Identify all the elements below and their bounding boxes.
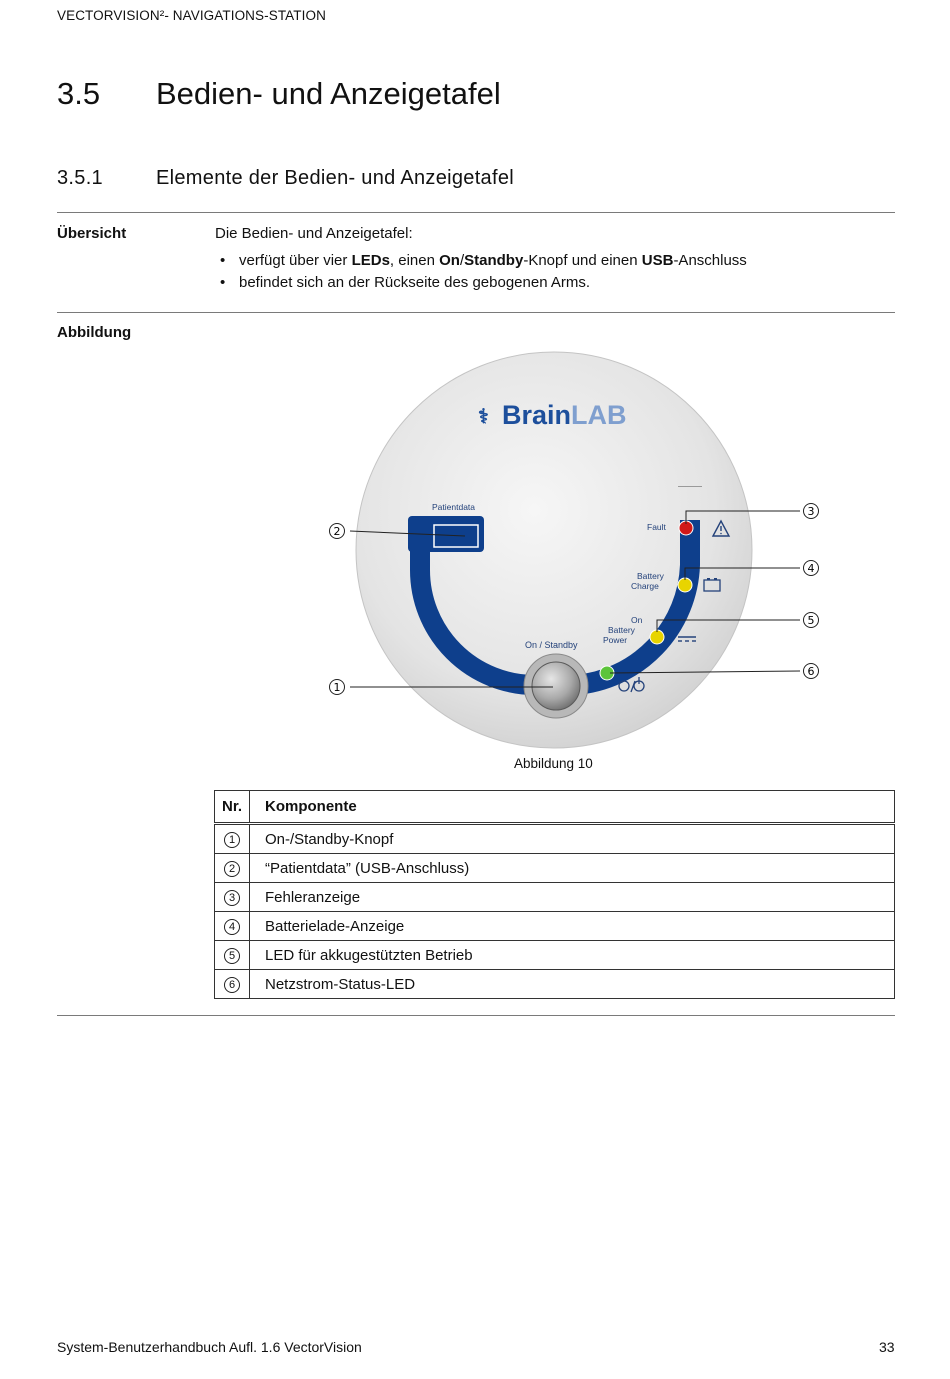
figure-label: Abbildung [57, 324, 132, 341]
callout-5: 5 [807, 614, 815, 627]
table-cell-component: Batterielade-Anzeige [250, 912, 895, 941]
battery-charge-led [678, 578, 692, 592]
callout-1: 1 [333, 681, 341, 694]
battery-charge-text-line2: Charge [631, 581, 659, 591]
table-cell-component: On-/Standby-Knopf [250, 824, 895, 854]
table-cell-nr [215, 854, 250, 883]
callout-3: 3 [807, 505, 815, 518]
table-cell-nr [215, 883, 250, 912]
table-cell-nr [215, 824, 250, 854]
subsection-number: 3.5.1 [57, 167, 103, 189]
patientdata-text: Patientdata [432, 502, 476, 512]
table-cell-nr [215, 912, 250, 941]
table-cell-component: “Patientdata” (USB-Anschluss) [250, 854, 895, 883]
on-standby-text: On / Standby [525, 640, 578, 650]
row-number: 3 [224, 890, 240, 906]
callout-2: 2 [333, 525, 341, 538]
overview-bullet [215, 272, 747, 294]
bullet-text: verfügt über vier [239, 252, 352, 269]
on-battery-power-led [650, 630, 664, 644]
on-battery-power-text-line2: Battery [608, 625, 635, 635]
logo-wordmark-dark: Brain [502, 400, 572, 430]
figure-caption: Abbildung 10 [514, 756, 593, 771]
table-cell-component: Netzstrom-Status-LED [250, 970, 895, 999]
section-number: 3.5 [57, 76, 101, 111]
logo-wordmark [502, 400, 627, 430]
table-cell-component: LED für akkugestützten Betrieb [250, 941, 895, 970]
control-panel-illustration [320, 340, 840, 755]
running-header: VECTORVISION²- NAVIGATIONS-STATION [57, 8, 326, 23]
subsection-heading [57, 167, 514, 190]
divider [57, 312, 895, 313]
overview-intro: Die Bedien- und Anzeigetafel: [215, 225, 413, 242]
table-row [215, 912, 895, 941]
table-row [215, 854, 895, 883]
page-number: 33 [879, 1339, 895, 1355]
component-table [214, 790, 895, 999]
overview-bullet-list [215, 250, 747, 294]
callout-6: 6 [807, 665, 815, 678]
row-number: 1 [224, 832, 240, 848]
bullet-text: befindet sich an der Rückseite des gebogenen Arms. [239, 274, 591, 291]
row-number: 6 [224, 977, 240, 993]
bold-term: On [439, 252, 460, 269]
section-title: Bedien- und Anzeigetafel [156, 76, 501, 111]
row-number: 5 [224, 948, 240, 964]
table-cell-nr [215, 970, 250, 999]
logo-mark: ⚕ [478, 406, 489, 428]
table-header-row [215, 791, 895, 824]
on-battery-power-text-line3: Power [603, 635, 628, 645]
overview-bullet [215, 250, 747, 272]
section-heading [57, 76, 501, 112]
control-panel-figure [320, 340, 840, 755]
on-battery-power-text-line1: On [631, 615, 643, 625]
battery-charge-text-line1: Battery [637, 571, 664, 581]
footer-manual-title: System-Benutzerhandbuch Aufl. 1.6 VectorVision [57, 1339, 362, 1355]
bullet-text: , einen [389, 252, 440, 269]
fault-text: Fault [647, 522, 666, 532]
table-row [215, 941, 895, 970]
logo-wordmark-light: LAB [571, 400, 627, 430]
table-header-component: Komponente [250, 791, 895, 824]
bullet-text: -Knopf und einen [523, 252, 642, 269]
table-cell-nr [215, 941, 250, 970]
bullet-text: / [459, 252, 465, 269]
row-number: 4 [224, 919, 240, 935]
bullet-text: -Anschluss [673, 252, 747, 269]
divider [678, 486, 702, 487]
callout-4: 4 [807, 562, 815, 575]
divider [57, 1015, 895, 1016]
table-cell-component: Fehleranzeige [250, 883, 895, 912]
bold-term: LEDs [351, 252, 390, 269]
table-row [215, 970, 895, 999]
table-row [215, 824, 895, 854]
row-number: 2 [224, 861, 240, 877]
on-standby-button[interactable] [532, 662, 580, 710]
table-row [215, 883, 895, 912]
bold-term: Standby [464, 252, 524, 269]
overview-label: Übersicht [57, 225, 127, 242]
divider [57, 212, 895, 213]
table-header-nr: Nr. [215, 791, 250, 824]
bold-term: USB [641, 252, 674, 269]
subsection-title: Elemente der Bedien- und Anzeigetafel [156, 167, 515, 189]
